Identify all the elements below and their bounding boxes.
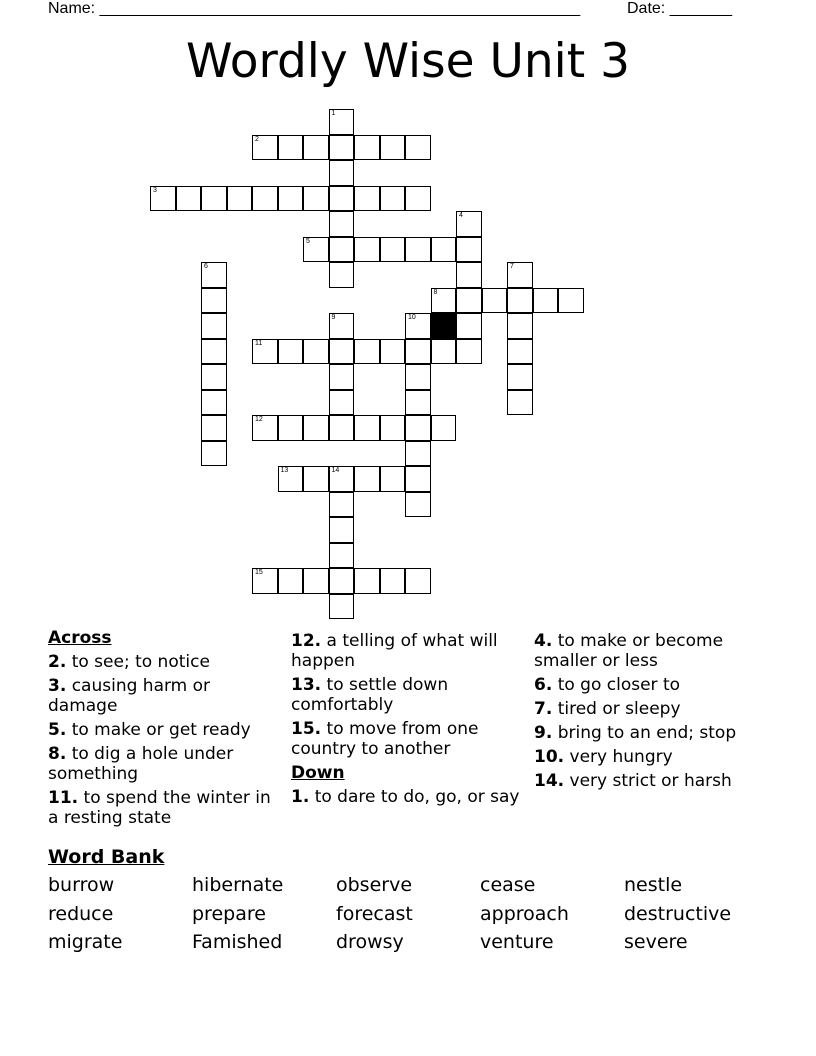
crossword-cell[interactable] — [329, 186, 355, 212]
crossword-cell[interactable] — [303, 237, 329, 263]
down-heading: Down — [291, 763, 345, 783]
crossword-cell[interactable] — [278, 339, 304, 365]
crossword-cell[interactable] — [201, 313, 227, 339]
crossword-cell[interactable] — [329, 415, 355, 441]
word-bank-row — [48, 874, 768, 903]
clue-number: 10 — [408, 314, 416, 321]
crossword-cell[interactable] — [380, 568, 406, 594]
crossword-cell[interactable] — [329, 466, 355, 492]
word-bank-item: approach — [480, 902, 569, 925]
crossword-cell[interactable] — [303, 466, 329, 492]
across-heading: Across — [48, 628, 112, 648]
crossword-cell[interactable] — [354, 186, 380, 212]
crossword-cell[interactable] — [329, 262, 355, 288]
crossword-cell[interactable] — [380, 237, 406, 263]
clue-down-4: 4. to make or become smaller or less — [534, 631, 724, 671]
crossword-cell[interactable] — [303, 186, 329, 212]
clue-number: 7 — [510, 263, 514, 270]
crossword-cell[interactable] — [380, 135, 406, 161]
crossword-cell[interactable] — [303, 415, 329, 441]
crossword-cell[interactable] — [354, 466, 380, 492]
crossword-cell[interactable] — [354, 339, 380, 365]
clue-number: 8 — [433, 288, 438, 296]
crossword-cell[interactable] — [405, 466, 431, 492]
crossword-cell[interactable] — [329, 568, 355, 594]
crossword-cell[interactable] — [405, 568, 431, 594]
word-bank-item: Famished — [192, 931, 283, 953]
crossword-cell[interactable] — [431, 415, 457, 441]
clue-number: 13 — [280, 467, 289, 474]
crossword-cell[interactable] — [380, 415, 406, 441]
word-bank-heading: Word Bank — [48, 846, 165, 868]
crossword-cell[interactable] — [456, 288, 482, 314]
word-bank-item: prepare — [192, 902, 266, 925]
crossword-cell[interactable] — [278, 135, 304, 161]
page-title: Wordly Wise Unit 3 — [186, 34, 630, 89]
crossword-cell[interactable] — [354, 568, 380, 594]
word-bank-row — [48, 903, 768, 932]
crossword-cell[interactable] — [507, 288, 533, 314]
crossword-cell[interactable] — [405, 364, 431, 390]
crossword-cell[interactable] — [431, 339, 457, 365]
crossword-cell[interactable] — [329, 313, 355, 339]
word-bank — [48, 874, 768, 960]
crossword-cell[interactable] — [252, 135, 278, 161]
clue-down-1: 1. to dare to do, go, or say — [291, 787, 520, 807]
clue-across-3: 3. causing harm or damage — [48, 676, 211, 716]
clue-number: 3 — [153, 186, 157, 194]
crossword-cell[interactable] — [456, 211, 482, 237]
word-bank-item: hibernate — [192, 874, 284, 896]
crossword-cell[interactable] — [150, 186, 176, 212]
crossword-cell[interactable] — [201, 441, 227, 467]
crossword-cell[interactable] — [482, 288, 508, 314]
crossword-cell[interactable] — [405, 441, 431, 467]
crossword-cell[interactable] — [201, 390, 227, 416]
crossword-cell[interactable] — [303, 568, 329, 594]
down-clues-col3 — [534, 631, 769, 795]
word-bank-item: venture — [480, 931, 554, 953]
crossword-cell[interactable] — [329, 160, 355, 186]
crossword-cell[interactable] — [456, 237, 482, 263]
crossword-cell[interactable] — [329, 390, 355, 416]
crossword-cell[interactable] — [456, 313, 482, 339]
clue-across-2: 2. to see; to notice — [48, 652, 210, 672]
crossword-cell[interactable] — [354, 237, 380, 263]
crossword-cell[interactable] — [303, 339, 329, 365]
clue-number: 6 — [204, 263, 208, 270]
clue-across-8: 8. to dig a hole under something — [48, 744, 234, 784]
crossword-cell[interactable] — [329, 517, 355, 543]
clue-down-14: 14. very strict or harsh — [534, 771, 732, 791]
crossword-cell[interactable] — [252, 415, 278, 441]
clues-col2 — [291, 631, 521, 811]
crossword-cell[interactable] — [354, 415, 380, 441]
clue-number: 12 — [255, 416, 263, 423]
clue-number: 2 — [255, 135, 259, 143]
crossword-cell[interactable] — [456, 262, 482, 288]
clue-down-10: 10. very hungry — [534, 747, 673, 767]
clue-number: 5 — [306, 237, 310, 245]
crossword-cell[interactable] — [380, 466, 406, 492]
crossword-cell[interactable] — [329, 364, 355, 390]
crossword-cell[interactable] — [507, 390, 533, 416]
crossword-cell[interactable] — [405, 135, 431, 161]
word-bank-item: nestle — [624, 874, 683, 896]
word-bank-item: observe — [336, 874, 413, 896]
clue-across-11: 11. to spend the winter in a resting state — [48, 788, 271, 828]
clue-across-5: 5. to make or get ready — [48, 720, 251, 740]
crossword-cell[interactable] — [201, 186, 227, 212]
word-bank-item: reduce — [48, 902, 114, 925]
crossword-cell[interactable] — [252, 568, 278, 594]
crossword-cell[interactable] — [329, 109, 355, 135]
crossword-cell[interactable] — [354, 135, 380, 161]
clue-number: 1 — [331, 110, 336, 117]
crossword-cell[interactable] — [507, 364, 533, 390]
clue-down-7: 7. tired or sleepy — [534, 699, 681, 719]
crossword-cell[interactable] — [329, 594, 355, 620]
clue-across-13: 13. to settle down comfortably — [291, 675, 449, 715]
word-bank-item: forecast — [336, 902, 413, 925]
across-clues-col1 — [48, 628, 273, 832]
clue-number: 4 — [459, 212, 463, 219]
crossword-cell[interactable] — [329, 339, 355, 365]
crossword-cell[interactable] — [405, 339, 431, 365]
clue-number: 9 — [331, 314, 336, 321]
crossword-cell[interactable] — [507, 262, 533, 288]
crossword-cell[interactable] — [533, 288, 559, 314]
crossword-cell[interactable] — [405, 186, 431, 212]
crossword-cell[interactable] — [380, 339, 406, 365]
clue-across-15: 15. to move from one country to another — [291, 719, 479, 759]
word-bank-item: cease — [480, 874, 536, 896]
crossword-cell[interactable] — [405, 415, 431, 441]
crossword-cell[interactable] — [405, 390, 431, 416]
crossword-cell[interactable] — [278, 186, 304, 212]
crossword-cell[interactable] — [252, 339, 278, 365]
crossword-cell[interactable] — [201, 415, 227, 441]
black-cell — [431, 313, 457, 339]
crossword-cell[interactable] — [558, 288, 584, 314]
clue-down-6: 6. to go closer to — [534, 675, 681, 695]
crossword-cell[interactable] — [405, 313, 431, 339]
clue-number: 11 — [255, 339, 263, 347]
crossword-cell[interactable] — [405, 237, 431, 263]
word-bank-item: destructive — [624, 902, 732, 925]
crossword-cell[interactable] — [252, 186, 278, 212]
crossword-cell[interactable] — [380, 186, 406, 212]
crossword-cell[interactable] — [303, 135, 329, 161]
word-bank-item: drowsy — [336, 931, 404, 953]
crossword-cell[interactable] — [329, 211, 355, 237]
clue-down-9: 9. bring to an end; stop — [534, 723, 737, 743]
crossword-cell[interactable] — [201, 288, 227, 314]
crossword-cell[interactable] — [176, 186, 202, 212]
crossword-cell[interactable] — [278, 466, 304, 492]
word-bank-item: burrow — [48, 874, 115, 896]
clue-number: 14 — [331, 467, 340, 474]
name-field[interactable]: Name: ______________________________________________________ — [48, 0, 581, 17]
crossword-cell[interactable] — [329, 543, 355, 569]
crossword-cell[interactable] — [431, 288, 457, 314]
crossword-cell[interactable] — [329, 237, 355, 263]
date-field[interactable]: Date: _______ — [627, 0, 732, 17]
crossword-cell[interactable] — [431, 237, 457, 263]
crossword-cell[interactable] — [456, 339, 482, 365]
crossword-cell[interactable] — [507, 339, 533, 365]
crossword-cell[interactable] — [405, 492, 431, 518]
clue-across-12: 12. a telling of what will happen — [291, 631, 498, 671]
crossword-cell[interactable] — [201, 262, 227, 288]
crossword-cell[interactable] — [227, 186, 253, 212]
crossword-cell[interactable] — [329, 492, 355, 518]
clue-number: 15 — [255, 569, 263, 576]
word-bank-item: severe — [624, 931, 688, 953]
crossword-cell[interactable] — [201, 364, 227, 390]
word-bank-item: migrate — [48, 931, 123, 953]
crossword-cell[interactable] — [278, 415, 304, 441]
crossword-cell[interactable] — [507, 313, 533, 339]
word-bank-row — [48, 931, 768, 960]
crossword-cell[interactable] — [278, 568, 304, 594]
crossword-cell[interactable] — [329, 135, 355, 161]
crossword-cell[interactable] — [201, 339, 227, 365]
